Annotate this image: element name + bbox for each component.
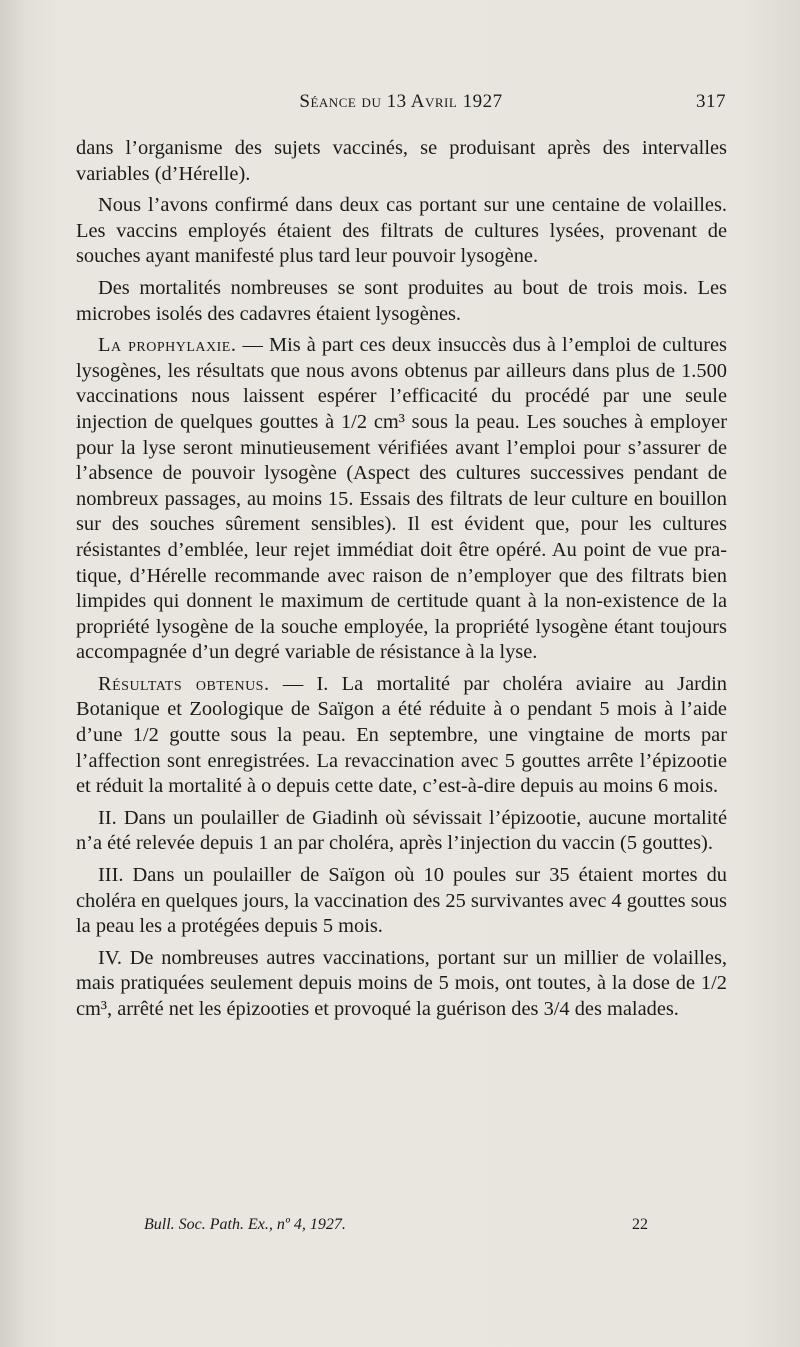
paragraph (76, 863, 727, 940)
body-text (76, 136, 727, 1029)
running-header (76, 91, 726, 121)
paragraph-text: — I. La mortalité par choléra aviaire au Jardin Botanique et Zoologique de Saïgon a été réduite à o pendant 5 mois à l’aide d’une 1/2 goutte sous la peau. En septembre, une vingtaine de morts par l’affection sont enregistrées. La revaccination avec 5 gouttes arrête l’épizootie et réduit la mortalité à o depuis cette date, c’est-à-dire depuis au moins 6 mois. (76, 672, 727, 798)
paragraph-text: — Mis à part ces deux insuccès dus à l’emploi de cultures lysogènes, les résultats que nous avons obtenus par ailleurs dans plus de 1.500 vaccinations nous laissent espérer l’efficacité du procédé par une seule injection de quelques gouttes à 1/2 cm³ sous la peau. Les souches à employer pour la lyse seront minutieusement vérifiées avant l’emploi pour s’assurer de l’absence de pouvoir lysogène (Aspect des cultures successives pendant de nombreux passages, au moins 15. Essais des filtrats de leur culture en bouillon sur des souches sûrement sensibles). Il est évident que, pour les cultures résistantes d’emblée, leur rejet immédiat doit être opéré. Au point de vue pratique, d’Hérelle recommande avec raison de n’employer que des filtrats bien limpides qui donnent le maximum de certitude quant à la non-existence de la propriété lysogène de la souche employée, la propriété lysogène étant toujours accompagnée d’un degré variable de résistance à la lyse. (76, 334, 727, 664)
paragraph (76, 672, 727, 800)
paragraph-text: Nous l’avons confirmé dans deux cas portant sur une centaine de volailles. Les vaccins employés étaient des filtrats de cultures lysées, provenant de souches ayant manifesté plus tard leur pouvoir lysogène. (76, 194, 727, 268)
paragraph (76, 136, 727, 187)
paragraph-text: dans l’organisme des sujets vaccinés, se produisant après des intervalles variables (d’Hérelle). (76, 137, 727, 185)
paragraph (76, 193, 727, 270)
paragraph (76, 333, 727, 666)
paragraph-text: IV. De nombreuses autres vaccinations, portant sur un millier de volailles, mais pratiquées seulement depuis moins de 5 mois, ont toutes, à la dose de 1/2 cm³, arrêté net les épizooties et provoqué la guérison des 3/4 des malades. (76, 946, 727, 1020)
section-heading: La prophylaxie. (98, 334, 237, 357)
signature-mark: 22 (632, 1216, 648, 1233)
paragraph-text: II. Dans un poulailler de Giadinh où sévissait l’épizootie, aucune mortalité n’a été relevée depuis 1 an par choléra, après l’injection du vaccin (5 gouttes). (76, 806, 727, 855)
paragraph (76, 276, 727, 327)
paragraph (76, 806, 727, 857)
journal-reference: Bull. Soc. Path. Ex., nº 4, 1927. (144, 1216, 346, 1233)
header-title: Séance du 13 Avril 1927 (299, 91, 503, 112)
paragraph-text: Des mortalités nombreuses se sont produites au bout de trois mois. Les microbes isolés des cadavres étaient lysogènes. (76, 276, 727, 325)
section-heading: Résultats obtenus. (98, 672, 270, 695)
page-footer (144, 1216, 648, 1240)
paragraph-text: III. Dans un poulailler de Saïgon où 10 poules sur 35 étaient mortes du choléra en quelques jours, la vaccination des 25 survivantes avec 4 gouttes sous la peau les a protégées depuis 5 mois. (76, 864, 727, 938)
paragraph (76, 946, 727, 1023)
page-number: 317 (696, 91, 726, 112)
